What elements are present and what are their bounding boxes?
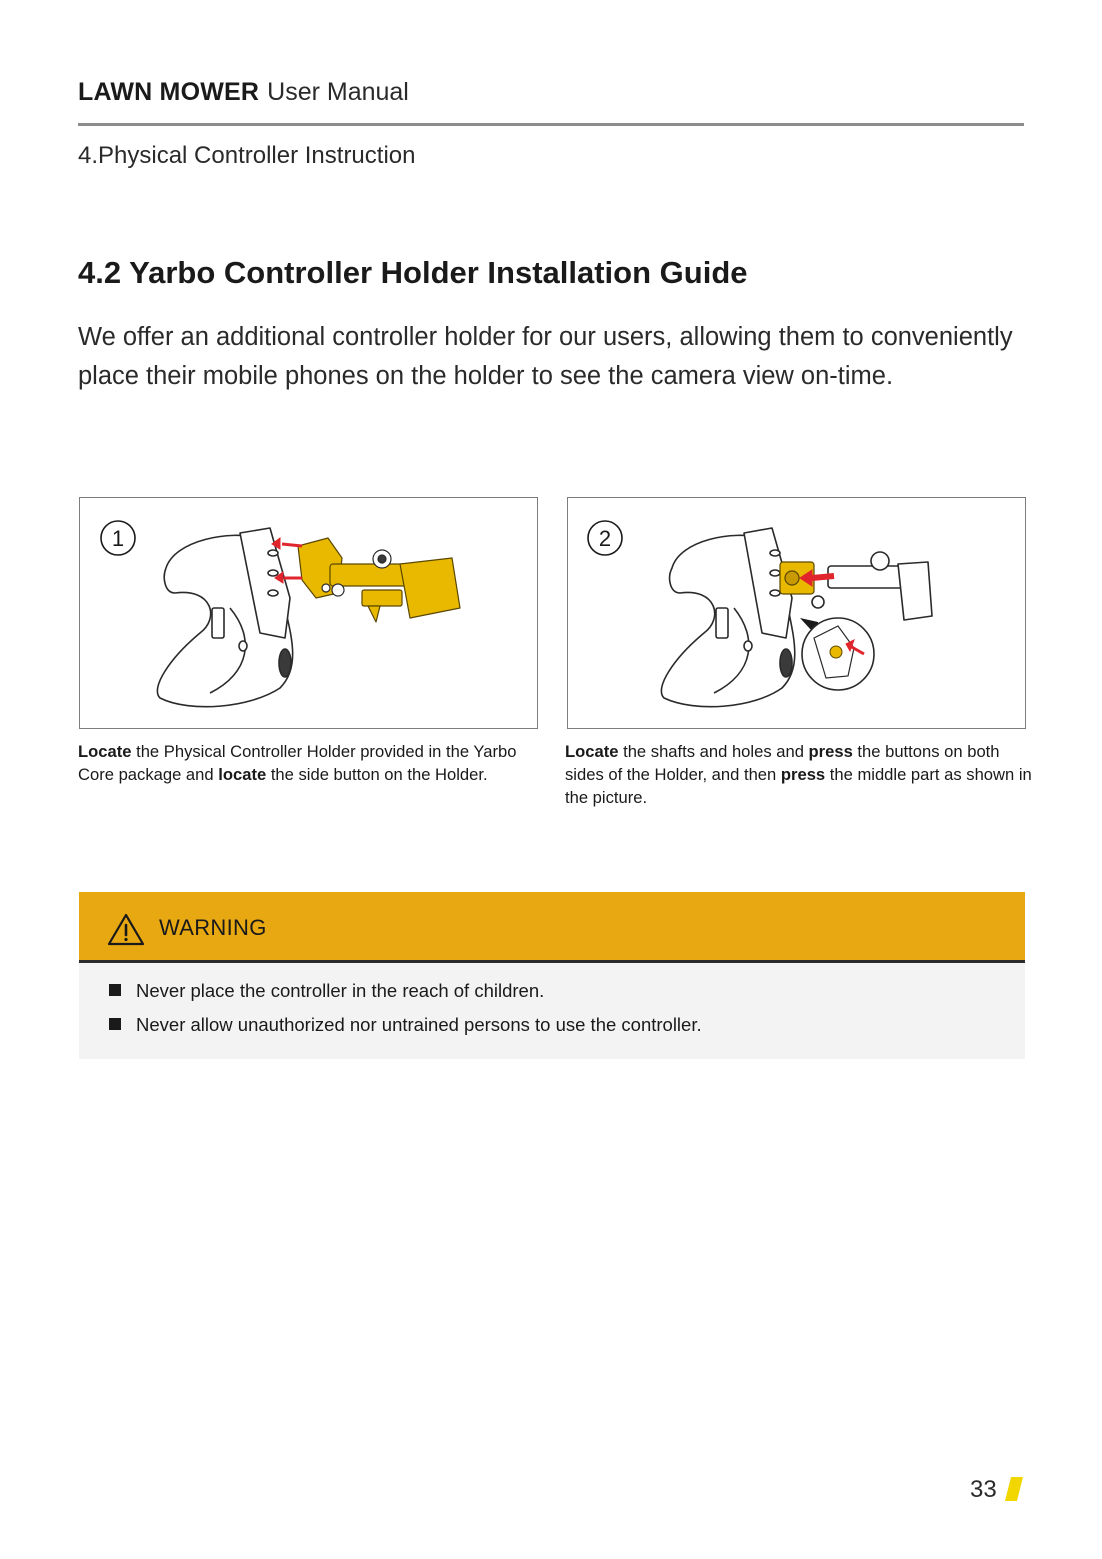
caption-emphasis: Locate [78,742,132,761]
caption-emphasis: Locate [565,742,619,761]
warning-item [109,980,544,1002]
step-number-1: 1 [111,526,125,551]
caption-text: the middle part as shown in the picture. [565,765,1032,807]
intro-paragraph: We offer an additional controller holder for our users, allowing them to conveniently place their mobile phones on the holder to see the camera view on-time. [78,323,1013,390]
manual-subtitle: User Manual [267,78,409,106]
section-label: 4.Physical Controller Instruction [78,142,416,169]
header-brand [78,78,409,107]
step-number-2: 2 [598,526,612,551]
page-accent-mark-icon [1004,1476,1024,1502]
warning-title: WARNING [159,915,267,940]
warning-body [79,963,1025,1059]
page-number: 33 [970,1476,997,1503]
warning-header [79,892,1025,963]
warning-item-text: Never place the controller in the reach of children. [136,980,545,1001]
figure-step-2 [567,497,1026,729]
warning-item-text: Never allow unauthorized nor untrained persons to use the controller. [136,1014,702,1035]
controller-holder-illustration-1 [80,498,537,728]
bullet-square-icon [109,1018,121,1030]
caption-emphasis: press [808,742,853,761]
caption-emphasis: press [780,765,826,784]
warning-item [109,1014,702,1036]
brand-name: LAWN MOWER [78,78,260,106]
warning-triangle-icon [107,913,145,946]
page-title: 4.2 Yarbo Controller Holder Installation Guide [78,255,748,290]
figure-step-1 [79,497,538,729]
caption-text: the Physical Controller Holder provided in the Yarbo Core package and [78,742,517,784]
caption-emphasis: locate [218,765,267,784]
caption-text: the shafts and holes and [618,742,809,761]
header-divider [78,123,1024,126]
controller-holder-illustration-2 [568,498,1025,728]
bullet-square-icon [109,984,121,996]
figure-1-caption [78,740,548,786]
caption-text: the side button on the Holder. [266,765,488,784]
figure-2-caption [565,740,1035,809]
caption-text: the buttons on both sides of the Holder, and then [565,742,1000,784]
